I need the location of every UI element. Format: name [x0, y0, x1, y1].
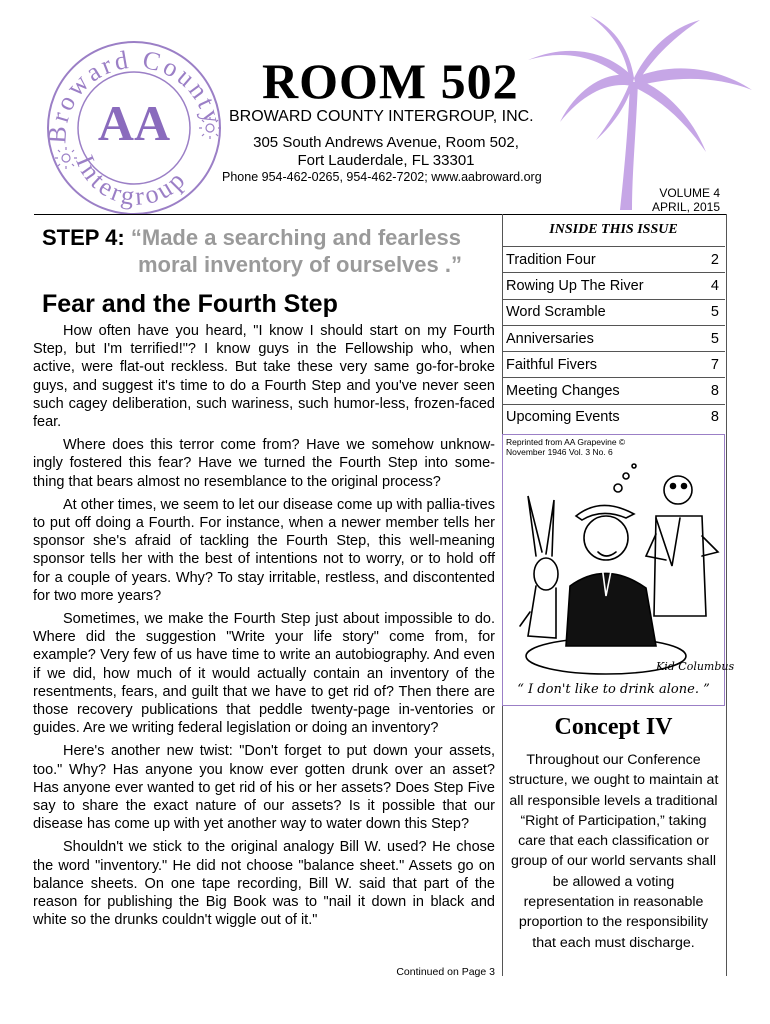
toc-title: Rowing Up The River	[502, 273, 700, 299]
seal-monogram: AA	[97, 95, 171, 151]
toc-title: Faithful Fivers	[502, 352, 700, 378]
toc-page: 4	[700, 273, 725, 299]
seal-ring-top-text: Broward County	[42, 44, 229, 145]
concept-title: Concept IV	[554, 714, 673, 740]
phone-and-website: Phone 954-462-0265, 954-462-7202; www.aabroward.org	[222, 170, 542, 184]
toc-page: 5	[700, 299, 725, 325]
issue-date: APRIL, 2015	[651, 200, 720, 214]
sun-icon-left	[55, 147, 77, 169]
toc-page: 8	[700, 404, 725, 430]
volume-info	[652, 186, 720, 214]
toc-title: Anniversaries	[502, 325, 700, 351]
cartoon-caption: “ I don't like to drink alone. ”	[517, 682, 710, 697]
toc-row[interactable]	[502, 247, 725, 273]
step-label: STEP 4:	[42, 225, 125, 250]
toc-page: 2	[700, 247, 725, 273]
org-name: BROWARD COUNTY INTERGROUP, INC.	[229, 108, 534, 125]
inside-this-issue-heading: INSIDE THIS ISSUE	[549, 222, 678, 237]
cartoon-credit	[506, 437, 656, 457]
toc-row[interactable]	[502, 273, 725, 299]
toc-title: Tradition Four	[502, 247, 700, 273]
toc-row[interactable]	[502, 299, 725, 325]
toc-page: 5	[700, 325, 725, 351]
seal-ring-bottom-text: Intergroup	[70, 151, 193, 212]
step-headline	[42, 224, 497, 278]
article-paragraph: Here's another new twist: "Don't forget to put down your assets, too." Why? Has anyone you know ever gotten drunk over an asset? Has anyone ever wanted to get rid of his or her assets? Does Step Five say to share the exact nature of our assets? Is it possible that our disease has come up with yet another way to water down this Step?	[33, 743, 495, 833]
toc-title: Meeting Changes	[502, 378, 700, 404]
toc-row[interactable]	[502, 325, 725, 351]
credit-line-1: Reprinted from AA Grapevine ©	[506, 437, 626, 447]
step-quote-line-1: “Made a searching and fearless	[130, 225, 462, 250]
toc-title: Word Scramble	[502, 299, 700, 325]
toc-title: Upcoming Events	[502, 404, 700, 430]
toc-row[interactable]	[502, 378, 725, 404]
article-title: Fear and the Fourth Step	[42, 290, 338, 318]
article-paragraph: How often have you heard, "I know I should start on my Fourth Step, but I'm terrified!"? I know guys in the Fellowship who, when active, were flat-out reckless. But take these very same go-for-broke guys, and suggest it's time to do a Fourth Step and you've never seen such cagey deliberation, such wariness, such humor-less, frozen-faced fear.	[33, 323, 495, 431]
toc-row[interactable]	[502, 352, 725, 378]
article-body	[33, 322, 495, 935]
article-paragraph: Shouldn't we stick to the original analogy Bill W. used? He chose the word "inventory." He did not choose "balance sheet." Assets go on balance sheets. On one tape recording, Bill W. said that part of the reason for publishing the Big Book was to "nail it down in black and white so the drunks couldn't wiggle out of it."	[33, 839, 495, 929]
toc-row[interactable]	[502, 404, 725, 430]
article-paragraph: Where does this terror come from? Have we somehow unknow-ingly fostered this fear? Have we turned the Fourth Step into some-thing that bears almost no resemblance to the original process?	[33, 437, 495, 490]
article-paragraph: Sometimes, we make the Fourth Step just about impossible to do. Where did the suggestion "Write your life story" come from, for example? Very few of us have time to write an autobiography. And even if we did, how much of it would actually contain an inventory of the resentments, fears, and guilt that we have to get rid of? Then there are those recovery publications that peddle twenty-page in-ventories or guides. Are we writing federal legislation or doing an inventory?	[33, 611, 495, 737]
table-of-contents	[502, 246, 725, 430]
concept-text: Throughout our Conference structure, we ought to maintain at all responsible levels a traditional “Right of Participation,” taking care that each classification or group of our world servants shall be allowed a voting representation in reasonable proportion to the responsibility that each must discharge.	[508, 752, 719, 951]
continued-note: Continued on Page 3	[396, 966, 495, 978]
address-line-1: 305 South Andrews Avenue, Room 502,	[253, 134, 519, 151]
toc-page: 7	[700, 352, 725, 378]
palm-tree-graphic	[520, 12, 760, 217]
broward-county-intergroup-seal	[38, 32, 230, 224]
article-paragraph: At other times, we seem to let our disease come up with pallia-tives to put off doing a Fourth. For instance, when a newer member tells her sponsor she's afraid of tackling the Fourth Step, this well-meaning sponsor tells her with the best of intentions not to worry, or to hold off for a couple of years. Why? To stay irritable, restless, and discontented for two more years?	[33, 496, 495, 604]
toc-page: 8	[700, 378, 725, 404]
cartoon-illustration	[506, 456, 735, 682]
cartoon-signature: Kid Columbus	[656, 660, 735, 673]
volume-number: VOLUME 4	[659, 186, 720, 200]
credit-line-2: November 1946 Vol. 3 No. 6	[506, 447, 613, 457]
step-quote-line-2: moral inventory of ourselves .”	[138, 252, 462, 277]
address-line-2: Fort Lauderdale, FL 33301	[297, 152, 475, 169]
newsletter-title: ROOM 502	[262, 53, 519, 109]
